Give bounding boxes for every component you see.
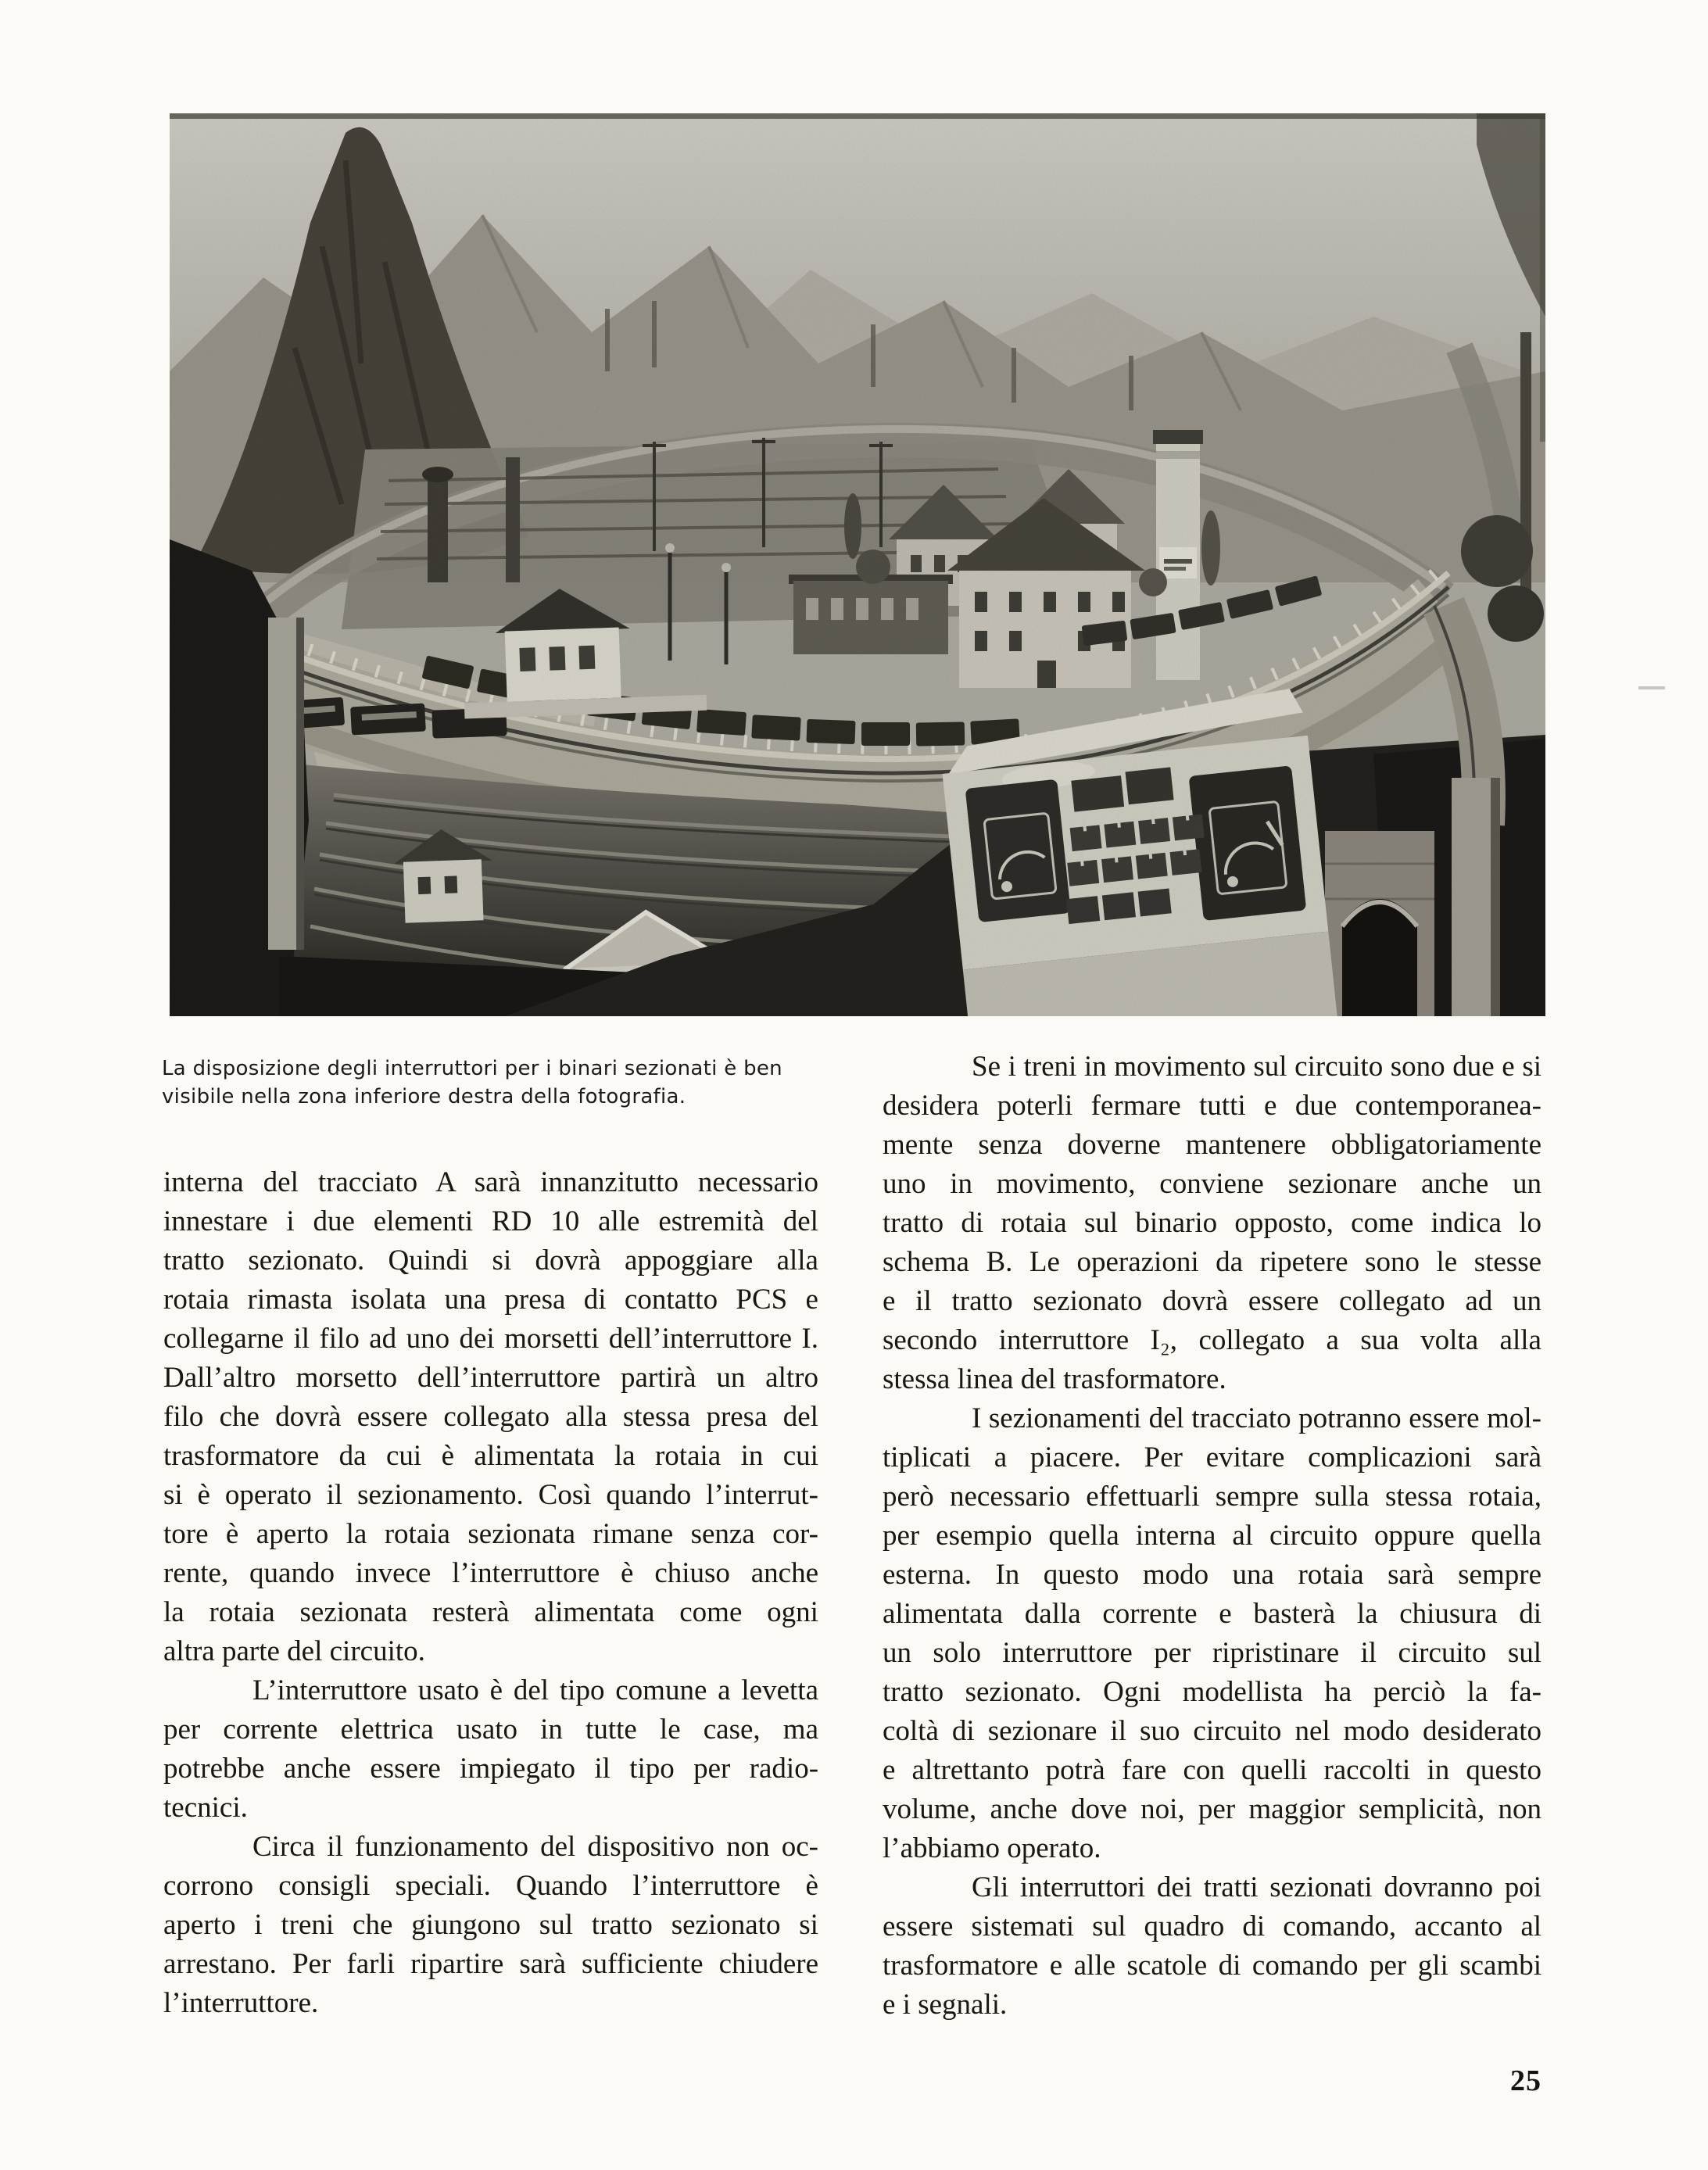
- paragraph: [883, 1868, 1541, 2025]
- text-line: alimentata dalla corrente e basterà la chiusura di: [883, 1598, 1542, 1630]
- paragraph: [163, 1163, 818, 1671]
- text-line: Circa il funzionamento del dispositivo non oc-: [252, 1831, 818, 1863]
- paragraph: [883, 1399, 1541, 1868]
- text-line: corrono consigli speciali. Quando l’interruttore è: [163, 1870, 818, 1902]
- text-line: essere sistemati sul quadro di comando, accanto al: [883, 1910, 1542, 1943]
- model-railway-photo-art: [170, 113, 1545, 1016]
- page-number: 25: [1510, 2064, 1541, 2097]
- text-line: e altrettanto potrà fare con quelli raccolti in questo: [883, 1754, 1541, 1786]
- text-line: altra parte del circuito.: [163, 1635, 425, 1667]
- text-line: e il tratto sezionato dovrà essere collegato ad un: [883, 1285, 1542, 1317]
- text-line: tratto sezionato. Quindi si dovrà appoggiare alla: [163, 1244, 818, 1277]
- text-line: interna del tracciato A sarà innanzitutto necessario: [163, 1166, 819, 1198]
- text-line: rotaia rimasta isolata una presa di contatto PCS e: [163, 1284, 818, 1316]
- scan-artifact-dash: [1638, 686, 1665, 689]
- text-line: stessa linea del trasformatore.: [883, 1363, 1226, 1395]
- caption-line: visibile nella zona inferiore destra della fotografia.: [162, 1085, 686, 1108]
- right-text-column: [883, 1047, 1541, 2025]
- text-line: l’interruttore.: [163, 1987, 319, 2019]
- text-line: e i segnali.: [883, 1989, 1008, 2021]
- text-line: un solo interruttore per ripristinare il circuito sul: [883, 1637, 1542, 1669]
- text-line: coltà di sezionare il suo circuito nel modo desiderato: [883, 1715, 1542, 1747]
- text-line: desidera poterli fermare tutti e due contemporanea-: [883, 1090, 1541, 1122]
- text-line: L’interruttore usato è del tipo comune a levetta: [252, 1674, 818, 1706]
- text-line: potrebbe anche essere impiegato il tipo per radio-: [163, 1753, 819, 1785]
- text-line: volume, anche dove noi, per maggior semplicità, non: [883, 1793, 1541, 1825]
- text-line: tore è aperto la rotaia sezionata rimane senza cor-: [163, 1518, 818, 1550]
- text-line: trasformatore da cui è alimentata la rotaia in cui: [163, 1440, 818, 1472]
- text-line: tratto sezionato. Ogni modellista ha perciò la fa-: [883, 1676, 1541, 1708]
- caption-line: La disposizione degli interruttori per i binari sezionati è ben: [162, 1057, 782, 1080]
- text-line: schema B. Le operazioni da ripetere sono le stesse: [883, 1246, 1542, 1278]
- text-line: arrestano. Per farli ripartire sarà sufficiente chiudere: [163, 1948, 819, 1980]
- text-line: per corrente elettrica usato in tutte le case, ma: [163, 1713, 818, 1746]
- text-line: filo che dovrà essere collegato alla stessa presa del: [163, 1401, 818, 1433]
- text-line: I sezionamenti del tracciato potranno essere mol-: [972, 1402, 1541, 1434]
- text-line: trasformatore e alle scatole di comando per gli scambi: [883, 1950, 1542, 1982]
- left-text-column: [163, 1163, 818, 2023]
- text-line: l’abbiamo operato.: [883, 1832, 1101, 1864]
- text-line: tiplicati a piacere. Per evitare complicazioni sarà: [883, 1441, 1541, 1474]
- text-line: esterna. In questo modo una rotaia sarà sempre: [883, 1559, 1541, 1591]
- text-line: uno in movimento, conviene sezionare anche un: [883, 1168, 1542, 1200]
- text-line: però necessario effettuarli sempre sulla stessa rotaia,: [883, 1481, 1541, 1513]
- photo-caption: [162, 1055, 817, 1111]
- model-railway-photo: [170, 113, 1545, 1016]
- text-line: tecnici.: [163, 1792, 248, 1824]
- text-line: collegarne il filo ad uno dei morsetti dell’interruttore I.: [163, 1323, 818, 1355]
- text-line: Dall’altro morsetto dell’interruttore partirà un altro: [163, 1362, 818, 1394]
- paragraph: [163, 1828, 818, 2023]
- text-line: si è operato il sezionamento. Così quando l’interrut-: [163, 1479, 818, 1511]
- text-line: mente senza doverne mantenere obbligatoriamente: [883, 1129, 1541, 1161]
- text-line: aperto i treni che giungono sul tratto sezionato si: [163, 1909, 818, 1941]
- paragraph: [163, 1671, 818, 1828]
- text-line: innestare i due elementi RD 10 alle estremità del: [163, 1205, 818, 1237]
- text-line: tratto di rotaia sul binario opposto, come indica lo: [883, 1207, 1541, 1239]
- text-line: Se i treni in movimento sul circuito sono due e si: [972, 1051, 1542, 1083]
- paragraph: [883, 1047, 1541, 1399]
- text-line: la rotaia sezionata resterà alimentata come ogni: [163, 1596, 818, 1628]
- text-line: secondo interruttore I₂, collegato a sua volta alla: [883, 1324, 1541, 1356]
- text-line: Gli interruttori dei tratti sezionati dovranno poi: [972, 1871, 1541, 1903]
- text-line: per esempio quella interna al circuito oppure quella: [883, 1520, 1541, 1552]
- text-line: rente, quando invece l’interruttore è chiuso anche: [163, 1557, 819, 1589]
